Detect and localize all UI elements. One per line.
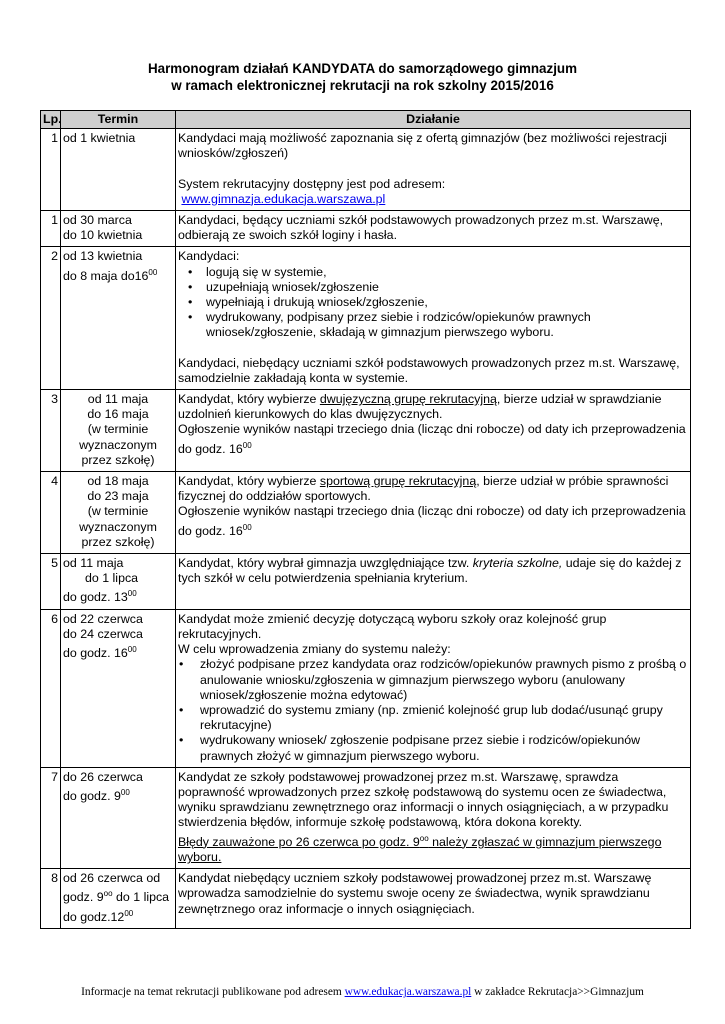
action-text: Kandydaci mają możliwość zapoznania się z ofertą gimnazjów (bez możliwości rejestracji wniosków/zgłoszeń) xyxy=(178,131,667,161)
action-text: Kandydat niebędący uczniem szkoły podstawowej prowadzonej przez m.st. Warszawę wprowadza samodzielnie do systemu swoje oceny ze świadectwa, wynik sprawdzianu zewnętrznego oraz informacje o innych osiągnięciach. xyxy=(178,871,652,916)
term-line: od 11 maja xyxy=(63,556,124,571)
table-row xyxy=(41,554,691,610)
row-number: 8 xyxy=(41,869,61,929)
row-number: 7 xyxy=(41,767,61,868)
row-term: od 26 czerwca od godz. $9^{oo}$ do 1 lipca do $godz.12^{00}$ xyxy=(61,869,176,929)
term-line: do 16 maja xyxy=(87,407,149,422)
table-row xyxy=(41,211,691,247)
list-item: • wydrukowany, podpisany przez siebie i rodziców/opiekunów prawnych wniosek/zgłoszenie, składają w gimnazjum pierwszego wyboru. xyxy=(206,310,688,340)
list-item: • uzupełniają wniosek/zgłoszenie xyxy=(206,280,688,295)
table-row xyxy=(41,869,691,929)
row-action xyxy=(176,247,691,390)
table-row xyxy=(41,247,691,390)
action-text: Kandydat, który wybierze dwujęzyczną grupę rekrutacyjną, bierze udział w sprawdzianie uzdolnień kierunkowych do klas dwujęzycznych. xyxy=(178,392,662,422)
list-item: • logują się w systemie, xyxy=(206,265,688,280)
action-text: Kandydat, który wybierze sportową grupę rekrutacyjną, bierze udział w próbie sprawności fizycznej do oddziałów sportowych. xyxy=(178,474,669,504)
action-text: Ogłoszenie wyników nastąpi trzeciego dnia (licząc dni robocze) od daty ich przeprowadzenia do godz. $16^{00}$ xyxy=(178,422,686,456)
row-number: 3 xyxy=(41,390,61,472)
row-action xyxy=(176,767,691,868)
term-line: (w terminie xyxy=(87,504,149,519)
row-number: 1 xyxy=(41,129,61,211)
row-number: 4 xyxy=(41,472,61,554)
list-item: • złożyć podpisane przez kandydata oraz rodziców/opiekunów prawnych pismo z prośbą o anulowanie wniosku/zgłoszenia w gimnazjum pierwszego wyboru (anulowany wniosek/zgłoszenie można edytować) xyxy=(200,657,688,703)
action-text: Kandydat ze szkoły podstawowej prowadzonej przez m.st. Warszawę, sprawdza poprawność wprowadzonych przez szkołę podstawową do systemu ocen ze świadectwa, wyniku sprawdzianu zewnętrznego oraz informacji o innych osiągnięciach, a w przypadku stwierdzenia błędów, informuje szkołę podstawową, która dokona korekty. xyxy=(178,769,669,830)
header-action: Działanie xyxy=(176,111,691,129)
term-line: przez szkołę) xyxy=(81,452,155,467)
term-line: do 1 lipca xyxy=(85,571,139,586)
action-text: Kandydat, który wybrał gimnazja uwzględniające tzw. kryteria szkolne, udaje się do każdej z tych szkół w celu potwierdzenia spełniania kryterium. xyxy=(178,556,682,586)
table-row xyxy=(41,129,691,211)
row-term xyxy=(61,390,176,472)
action-warning: Błędy zauważone po 26 czerwca po godz. $9^{oo}$ należy zgłaszać w gimnazjum pierwszego wyboru. xyxy=(178,833,662,864)
action-bullets xyxy=(178,265,688,341)
term-line: od 13 kwietnia xyxy=(63,249,143,264)
row-term xyxy=(61,554,176,610)
row-term xyxy=(61,609,176,767)
term-line: przez szkołę) xyxy=(81,534,155,549)
term-line: do 26 czerwca xyxy=(63,769,143,784)
row-term xyxy=(61,211,176,247)
row-number: 2 xyxy=(41,247,61,390)
row-action xyxy=(176,390,691,472)
term-line: od 22 czerwca xyxy=(63,611,143,626)
list-item: • wypełniają i drukują wniosek/zgłoszenie, xyxy=(206,295,688,310)
term-line: do 8 maja $do16^{00}$ xyxy=(63,267,158,283)
action-bullets xyxy=(178,657,688,763)
term-line: do godz. $13^{00}$ xyxy=(63,589,137,605)
action-text: Ogłoszenie wyników nastąpi trzeciego dnia (licząc dni robocze) od daty ich przeprowadzenia do godz. $16^{00}$ xyxy=(178,504,686,538)
row-action xyxy=(176,472,691,554)
row-action xyxy=(176,211,691,247)
action-text: W celu wprowadzenia zmiany do systemu należy: xyxy=(178,642,451,657)
action-text: Kandydaci, będący uczniami szkół podstawowych prowadzonych przez m.st. Warszawę, odbierają ze swoich szkół loginy i hasła. xyxy=(178,213,664,243)
action-text: System rekrutacyjny dostępny jest pod adresem: xyxy=(178,176,446,191)
table-row xyxy=(41,767,691,868)
term-line: (w terminie xyxy=(87,422,149,437)
term-line: do godz. $9^{00}$ xyxy=(63,788,130,804)
header-term: Termin xyxy=(61,111,176,129)
header-lp: Lp. xyxy=(41,111,61,129)
list-item: • wydrukowany wniosek/ zgłoszenie podpisane przez siebie i rodziców/opiekunów prawnych złożyć w gimnazjum pierwszego wyboru. xyxy=(200,733,688,763)
table-header-row xyxy=(41,111,691,129)
term-line: wyznaczonym xyxy=(79,519,157,534)
term-line: od 11 maja xyxy=(87,392,149,407)
schedule-table xyxy=(40,110,691,929)
table-row xyxy=(41,609,691,767)
footer-note: Informacje na temat rekrutacji publikowane pod adresem www.edukacja.warszawa.pl w zakładce Rekrutacja>>Gimnazjum xyxy=(81,986,644,998)
action-text: Kandydaci, niebędący uczniami szkół podstawowych prowadzonych przez m.st. Warszawę, samodzielnie zakładają konta w systemie. xyxy=(178,355,680,385)
row-term xyxy=(61,247,176,390)
table-row xyxy=(41,390,691,472)
row-number: 5 xyxy=(41,554,61,610)
action-text: Kandydat może zmienić decyzję dotyczącą wyboru szkoły oraz kolejność grup rekrutacyjnych. xyxy=(178,611,607,642)
row-action xyxy=(176,129,691,211)
title-line-1: Harmonogram działań KANDYDATA do samorządowego gimnazjum xyxy=(147,61,578,76)
table-row xyxy=(41,472,691,554)
row-term: od 1 kwietnia xyxy=(61,129,176,211)
term-line: do 24 czerwca xyxy=(63,627,143,642)
row-number: 6 xyxy=(41,609,61,767)
term-line: wyznaczonym xyxy=(79,437,157,452)
row-term xyxy=(61,767,176,868)
system-link[interactable]: www.gimnazja.edukacja.warszawa.pl xyxy=(181,191,386,206)
footer-link[interactable]: www.edukacja.warszawa.pl xyxy=(344,986,472,998)
row-term xyxy=(61,472,176,554)
row-action xyxy=(176,869,691,929)
term-line: od 18 maja xyxy=(87,474,149,489)
list-item: • wprowadzić do systemu zmiany (np. zmienić kolejność grup lub dodać/usunąć grupy rekrutacyjne) xyxy=(200,703,688,733)
action-intro: Kandydaci: xyxy=(178,249,240,264)
title-line-2: w ramach elektronicznej rekrutacji na rok szkolny 2015/2016 xyxy=(171,78,554,93)
row-action xyxy=(176,554,691,610)
term-line: do 10 kwietnia xyxy=(63,228,143,243)
row-action xyxy=(176,609,691,767)
term-line: do 23 maja xyxy=(87,489,149,504)
term-line: do godz. $16^{00}$ xyxy=(63,645,137,661)
document-title xyxy=(0,60,725,94)
row-number: 1 xyxy=(41,211,61,247)
term-line: od 30 marca xyxy=(63,213,132,228)
